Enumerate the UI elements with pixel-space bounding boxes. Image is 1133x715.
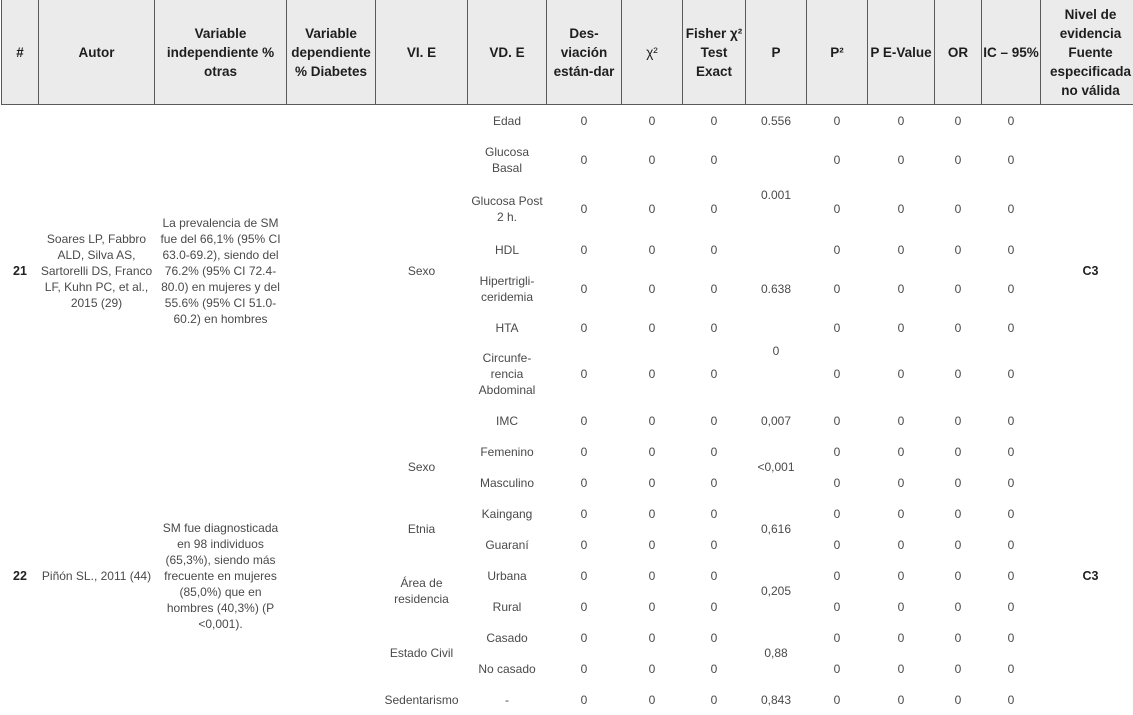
desv-cell: 0 (547, 560, 622, 591)
or-cell: 0 (935, 684, 982, 715)
pe-cell: 0 (868, 234, 935, 265)
vde-cell: Urbana (468, 560, 547, 591)
p-cell: 0,616 (746, 498, 807, 560)
col-fisher: Fisher χ² Test Exact (683, 0, 746, 105)
desv-cell: 0 (547, 183, 622, 234)
vde-cell: Casado (468, 622, 547, 653)
chi-cell: 0 (622, 653, 683, 684)
ic-cell: 0 (982, 653, 1041, 684)
ic-cell: 0 (982, 684, 1041, 715)
col-pe: P E-Value (868, 0, 935, 105)
p2-cell: 0 (807, 560, 868, 591)
or-cell: 0 (935, 405, 982, 436)
fisher-cell: 0 (683, 622, 746, 653)
p-cell: 0 (746, 343, 807, 405)
ic-cell: 0 (982, 405, 1041, 436)
p2-cell: 0 (807, 529, 868, 560)
col-p: P (746, 0, 807, 105)
col-num: # (2, 0, 39, 105)
vde-cell: Rural (468, 591, 547, 622)
pe-cell: 0 (868, 343, 935, 405)
p2-cell: 0 (807, 136, 868, 183)
pe-cell: 0 (868, 312, 935, 343)
p2-cell: 0 (807, 343, 868, 405)
pe-cell: 0 (868, 684, 935, 715)
vde-cell: Hipertrigli-ceridemia (468, 265, 547, 312)
p-cell: 0,843 (746, 684, 807, 715)
study-autor: Soares LP, Fabbro ALD, Silva AS, Sartorelli DS, Franco LF, Kuhn PC, et al., 2015 (29) (39, 105, 155, 437)
pe-cell: 0 (868, 265, 935, 312)
ic-cell: 0 (982, 436, 1041, 467)
col-ic: IC – 95% (982, 0, 1041, 105)
vde-cell: No casado (468, 653, 547, 684)
fisher-cell: 0 (683, 436, 746, 467)
chi-cell: 0 (622, 498, 683, 529)
fisher-cell: 0 (683, 312, 746, 343)
ic-cell: 0 (982, 234, 1041, 265)
fisher-cell: 0 (683, 529, 746, 560)
data-table (1, 0, 1133, 715)
p-cell (746, 136, 807, 183)
p-cell (746, 312, 807, 343)
p2-cell: 0 (807, 105, 868, 137)
evidence-level: C3 (1041, 105, 1133, 437)
vde-cell: Edad (468, 105, 547, 137)
pe-cell: 0 (868, 591, 935, 622)
desv-cell: 0 (547, 467, 622, 498)
or-cell: 0 (935, 560, 982, 591)
study-indep: SM fue diagnosticada en 98 individuos (65,3%), siendo más frecuente en mujeres (85,0%) que en hombres (40,3%) (P <0,001). (155, 436, 287, 715)
chi-cell: 0 (622, 591, 683, 622)
pe-cell: 0 (868, 183, 935, 234)
or-cell: 0 (935, 529, 982, 560)
study-vie: Etnia (376, 498, 468, 560)
p-cell: 0,205 (746, 560, 807, 622)
p2-cell: 0 (807, 436, 868, 467)
p-cell: <0,001 (746, 436, 807, 498)
study-dep (287, 436, 376, 715)
fisher-cell: 0 (683, 653, 746, 684)
fisher-cell: 0 (683, 498, 746, 529)
chi-cell: 0 (622, 622, 683, 653)
desv-cell: 0 (547, 529, 622, 560)
fisher-cell: 0 (683, 467, 746, 498)
chi-cell: 0 (622, 312, 683, 343)
study-vie: Área de residencia (376, 560, 468, 622)
study-vie: Estado Civil (376, 622, 468, 684)
vde-cell: Guaraní (468, 529, 547, 560)
chi-cell: 0 (622, 234, 683, 265)
fisher-cell: 0 (683, 591, 746, 622)
fisher-cell: 0 (683, 265, 746, 312)
p-cell: 0,007 (746, 405, 807, 436)
p2-cell: 0 (807, 234, 868, 265)
vde-cell: Masculino (468, 467, 547, 498)
table-body (2, 105, 1133, 715)
desv-cell: 0 (547, 405, 622, 436)
ic-cell: 0 (982, 105, 1041, 137)
desv-cell: 0 (547, 591, 622, 622)
ic-cell: 0 (982, 136, 1041, 183)
desv-cell: 0 (547, 234, 622, 265)
p2-cell: 0 (807, 183, 868, 234)
p-cell (746, 234, 807, 265)
p2-cell: 0 (807, 312, 868, 343)
fisher-cell: 0 (683, 234, 746, 265)
study-vie: Sedentarismo (376, 684, 468, 715)
chi-cell: 0 (622, 560, 683, 591)
chi-cell: 0 (622, 529, 683, 560)
col-nivel: Nivel de evidencia Fuente especificada no válida (1041, 0, 1133, 105)
p2-cell: 0 (807, 467, 868, 498)
desv-cell: 0 (547, 622, 622, 653)
or-cell: 0 (935, 436, 982, 467)
or-cell: 0 (935, 312, 982, 343)
col-vie: VI. E (376, 0, 468, 105)
vde-cell: IMC (468, 405, 547, 436)
p-cell: 0,88 (746, 622, 807, 684)
pe-cell: 0 (868, 105, 935, 137)
table-row (2, 436, 1133, 467)
ic-cell: 0 (982, 183, 1041, 234)
col-autor: Autor (39, 0, 155, 105)
desv-cell: 0 (547, 653, 622, 684)
col-p2: P² (807, 0, 868, 105)
p2-cell: 0 (807, 622, 868, 653)
pe-cell: 0 (868, 498, 935, 529)
study-dep (287, 105, 376, 437)
p-cell: 0.556 (746, 105, 807, 137)
or-cell: 0 (935, 234, 982, 265)
chi-cell: 0 (622, 436, 683, 467)
or-cell: 0 (935, 136, 982, 183)
pe-cell: 0 (868, 136, 935, 183)
ic-cell: 0 (982, 312, 1041, 343)
vde-cell: Circunfe-rencia Abdominal (468, 343, 547, 405)
study-vie: Sexo (376, 105, 468, 437)
or-cell: 0 (935, 467, 982, 498)
fisher-cell: 0 (683, 136, 746, 183)
col-desv: Des-viación están-dar (547, 0, 622, 105)
col-indep: Variable independiente % otras (155, 0, 287, 105)
chi-cell: 0 (622, 265, 683, 312)
vde-cell: Kaingang (468, 498, 547, 529)
study-number: 22 (2, 436, 39, 715)
study-autor: Piñón SL., 2011 (44) (39, 436, 155, 715)
vde-cell: - (468, 684, 547, 715)
evidence-level: C3 (1041, 436, 1133, 715)
ic-cell: 0 (982, 498, 1041, 529)
desv-cell: 0 (547, 105, 622, 137)
p2-cell: 0 (807, 684, 868, 715)
pe-cell: 0 (868, 622, 935, 653)
pe-cell: 0 (868, 560, 935, 591)
col-chi: χ² (622, 0, 683, 105)
p-cell: 0.001 (746, 183, 807, 234)
chi-cell: 0 (622, 405, 683, 436)
study-vie: Sexo (376, 436, 468, 498)
desv-cell: 0 (547, 436, 622, 467)
ic-cell: 0 (982, 591, 1041, 622)
desv-cell: 0 (547, 312, 622, 343)
vde-cell: Glucosa Basal (468, 136, 547, 183)
fisher-cell: 0 (683, 183, 746, 234)
pe-cell: 0 (868, 405, 935, 436)
chi-cell: 0 (622, 684, 683, 715)
vde-cell: Glucosa Post 2 h. (468, 183, 547, 234)
chi-cell: 0 (622, 467, 683, 498)
desv-cell: 0 (547, 265, 622, 312)
chi-cell: 0 (622, 105, 683, 137)
or-cell: 0 (935, 265, 982, 312)
vde-cell: HDL (468, 234, 547, 265)
pe-cell: 0 (868, 653, 935, 684)
or-cell: 0 (935, 105, 982, 137)
desv-cell: 0 (547, 136, 622, 183)
or-cell: 0 (935, 343, 982, 405)
or-cell: 0 (935, 183, 982, 234)
ic-cell: 0 (982, 560, 1041, 591)
p-cell: 0.638 (746, 265, 807, 312)
desv-cell: 0 (547, 684, 622, 715)
vde-cell: Femenino (468, 436, 547, 467)
col-vde: VD. E (468, 0, 547, 105)
col-or: OR (935, 0, 982, 105)
pe-cell: 0 (868, 529, 935, 560)
desv-cell: 0 (547, 343, 622, 405)
p2-cell: 0 (807, 405, 868, 436)
chi-cell: 0 (622, 183, 683, 234)
study-indep: La prevalencia de SM fue del 66,1% (95% CI 63.0-69.2), siendo del 76.2% (95% CI 72.4-80.0) en mujeres y del 55.6% (95% CI 51.0-60.2) en hombres (155, 105, 287, 437)
desv-cell: 0 (547, 498, 622, 529)
pe-cell: 0 (868, 436, 935, 467)
p2-cell: 0 (807, 265, 868, 312)
fisher-cell: 0 (683, 684, 746, 715)
ic-cell: 0 (982, 529, 1041, 560)
fisher-cell: 0 (683, 343, 746, 405)
p2-cell: 0 (807, 653, 868, 684)
or-cell: 0 (935, 622, 982, 653)
pe-cell: 0 (868, 467, 935, 498)
header-row (2, 0, 1133, 105)
vde-cell: HTA (468, 312, 547, 343)
ic-cell: 0 (982, 343, 1041, 405)
chi-cell: 0 (622, 136, 683, 183)
fisher-cell: 0 (683, 105, 746, 137)
p2-cell: 0 (807, 591, 868, 622)
or-cell: 0 (935, 498, 982, 529)
or-cell: 0 (935, 591, 982, 622)
ic-cell: 0 (982, 467, 1041, 498)
p2-cell: 0 (807, 498, 868, 529)
table-row (2, 105, 1133, 137)
ic-cell: 0 (982, 265, 1041, 312)
col-dep: Variable dependiente % Diabetes (287, 0, 376, 105)
fisher-cell: 0 (683, 560, 746, 591)
chi-cell: 0 (622, 343, 683, 405)
ic-cell: 0 (982, 622, 1041, 653)
or-cell: 0 (935, 653, 982, 684)
study-number: 21 (2, 105, 39, 437)
fisher-cell: 0 (683, 405, 746, 436)
